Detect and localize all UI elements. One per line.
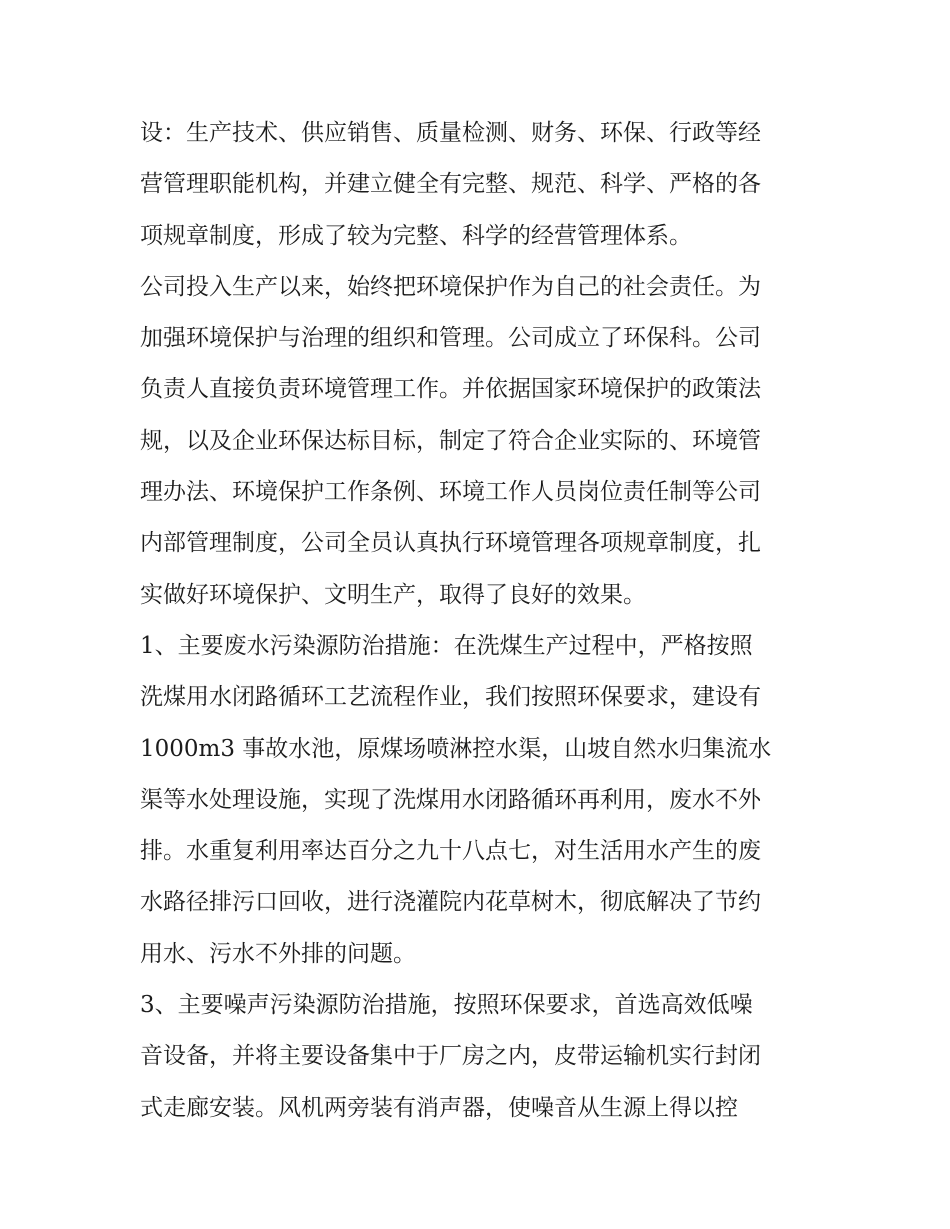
text-line: 排。水重复利用率达百分之九十八点七，对生活用水产生的废 xyxy=(140,838,761,865)
text-line: 营管理职能机构，并建立健全有完整、规范、科学、严格的各 xyxy=(140,171,761,198)
text-line: 用水、污水不外排的问题。 xyxy=(140,940,416,967)
text-line: 1000m3 事故水池，原煤场喷淋控水渠，山坡自然水归集流水 xyxy=(140,735,772,762)
text-line: 水路径排污口回收，进行浇灌院内花草树木，彻底解决了节约 xyxy=(140,889,761,916)
text-line: 项规章制度，形成了较为完整、科学的经营管理体系。 xyxy=(140,222,692,249)
text-line: 加强环境保护与治理的组织和管理。公司成立了环保科。公司 xyxy=(140,325,761,352)
text-line: 负责人直接负责环境管理工作。并依据国家环境保护的政策法 xyxy=(140,376,761,403)
text-line: 3、主要噪声污染源防治措施，按照环保要求，首选高效低噪 xyxy=(140,992,753,1019)
text-line: 设：生产技术、供应销售、质量检测、财务、环保、行政等经 xyxy=(140,120,761,146)
text-line: 理办法、环境保护工作条例、环境工作人员岗位责任制等公司 xyxy=(140,479,761,506)
text-line: 公司投入生产以来，始终把环境保护作为自己的社会责任。为 xyxy=(140,273,761,300)
text-line: 式走廊安装。风机两旁装有消声器，使噪音从生源上得以控 xyxy=(140,1094,738,1121)
text-line: 音设备，并将主要设备集中于厂房之内，皮带运输机实行封闭 xyxy=(140,1043,761,1070)
text-line: 洗煤用水闭路循环工艺流程作业，我们按照环保要求，建设有 xyxy=(140,684,761,711)
document-body xyxy=(140,108,815,1134)
text-line: 规，以及企业环保达标目标，制定了符合企业实际的、环境管 xyxy=(140,427,761,454)
text-line: 内部管理制度，公司全员认真执行环境管理各项规章制度，扎 xyxy=(140,530,761,557)
text-line: 实做好环境保护、文明生产，取得了良好的效果。 xyxy=(140,581,646,608)
text-line: 渠等水处理设施，实现了洗煤用水闭路循环再利用，废水不外 xyxy=(140,786,761,813)
text-line: 1、主要废水污染源防治措施：在洗煤生产过程中，严格按照 xyxy=(140,632,753,659)
